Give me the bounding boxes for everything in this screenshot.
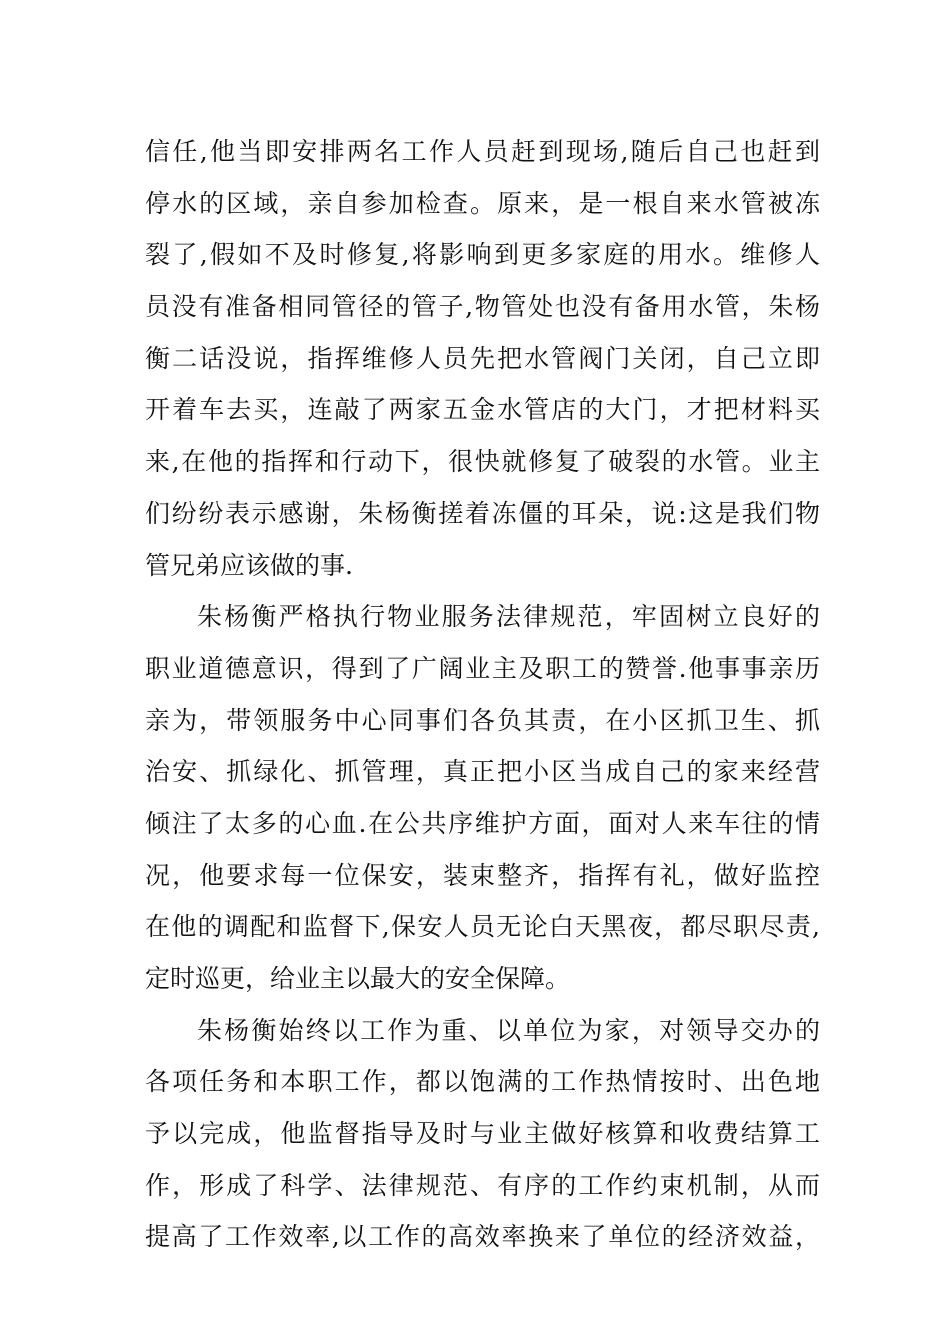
text-line: 停水的区域，亲自参加检查。原来，是一根自来水管被冻 (145, 188, 820, 218)
text-line: 职业道德意识，得到了广阔业主及职工的赞誉.他事事亲历 (145, 653, 820, 683)
text-line: 员没有准备相同管径的管子,物管处也没有备用水管，朱杨 (145, 292, 820, 322)
text-line: 提高了工作效率,以工作的高效率换来了单位的经济效益， (145, 1222, 820, 1252)
text-line: 治安、抓绿化、抓管理，真正把小区当成自己的家来经营 (145, 757, 820, 787)
text-line: 衡二话没说，指挥维修人员先把水管阀门关闭，自己立即 (145, 343, 820, 373)
text-line: 开着车去买，连敲了两家五金水管店的大门，才把材料买 (145, 395, 820, 425)
text-line: 裂了,假如不及时修复,将影响到更多家庭的用水。维修人 (145, 240, 820, 270)
text-line: 亲为，带领服务中心同事们各负其责，在小区抓卫生、抓 (145, 705, 820, 735)
text-line: 在他的调配和监督下,保安人员无论白天黑夜，都尽职尽责, (145, 912, 820, 942)
text-line: 况，他要求每一位保安，装束整齐，指挥有礼，做好监控 (145, 860, 820, 890)
text-line: 信任,他当即安排两名工作人员赶到现场,随后自己也赶到 (145, 137, 820, 166)
text-line: 来,在他的指挥和行动下，很快就修复了破裂的水管。业主 (145, 447, 820, 477)
text-line: 倾注了太多的心血.在公共序维护方面，面对人来车往的情 (145, 808, 820, 838)
text-line: 作，形成了科学、法律规范、有序的工作约束机制，从而 (145, 1170, 820, 1200)
text-line: 定时巡更，给业主以最大的安全保障。 (145, 964, 571, 993)
text-line: 予以完成，他监督指导及时与业主做好核算和收费结算工 (145, 1119, 820, 1149)
text-line: 朱杨衡严格执行物业服务法律规范，牢固树立良好的 (197, 602, 820, 632)
text-line: 们纷纷表示感谢，朱杨衡搓着冻僵的耳朵，说:这是我们物 (145, 498, 820, 528)
text-line: 朱杨衡始终以工作为重、以单位为家，对领导交办的 (197, 1015, 820, 1045)
text-line: 各项任务和本职工作，都以饱满的工作热情按时、出色地 (145, 1067, 820, 1097)
document-body (145, 126, 820, 1263)
text-line: 管兄弟应该做的事. (145, 550, 353, 580)
